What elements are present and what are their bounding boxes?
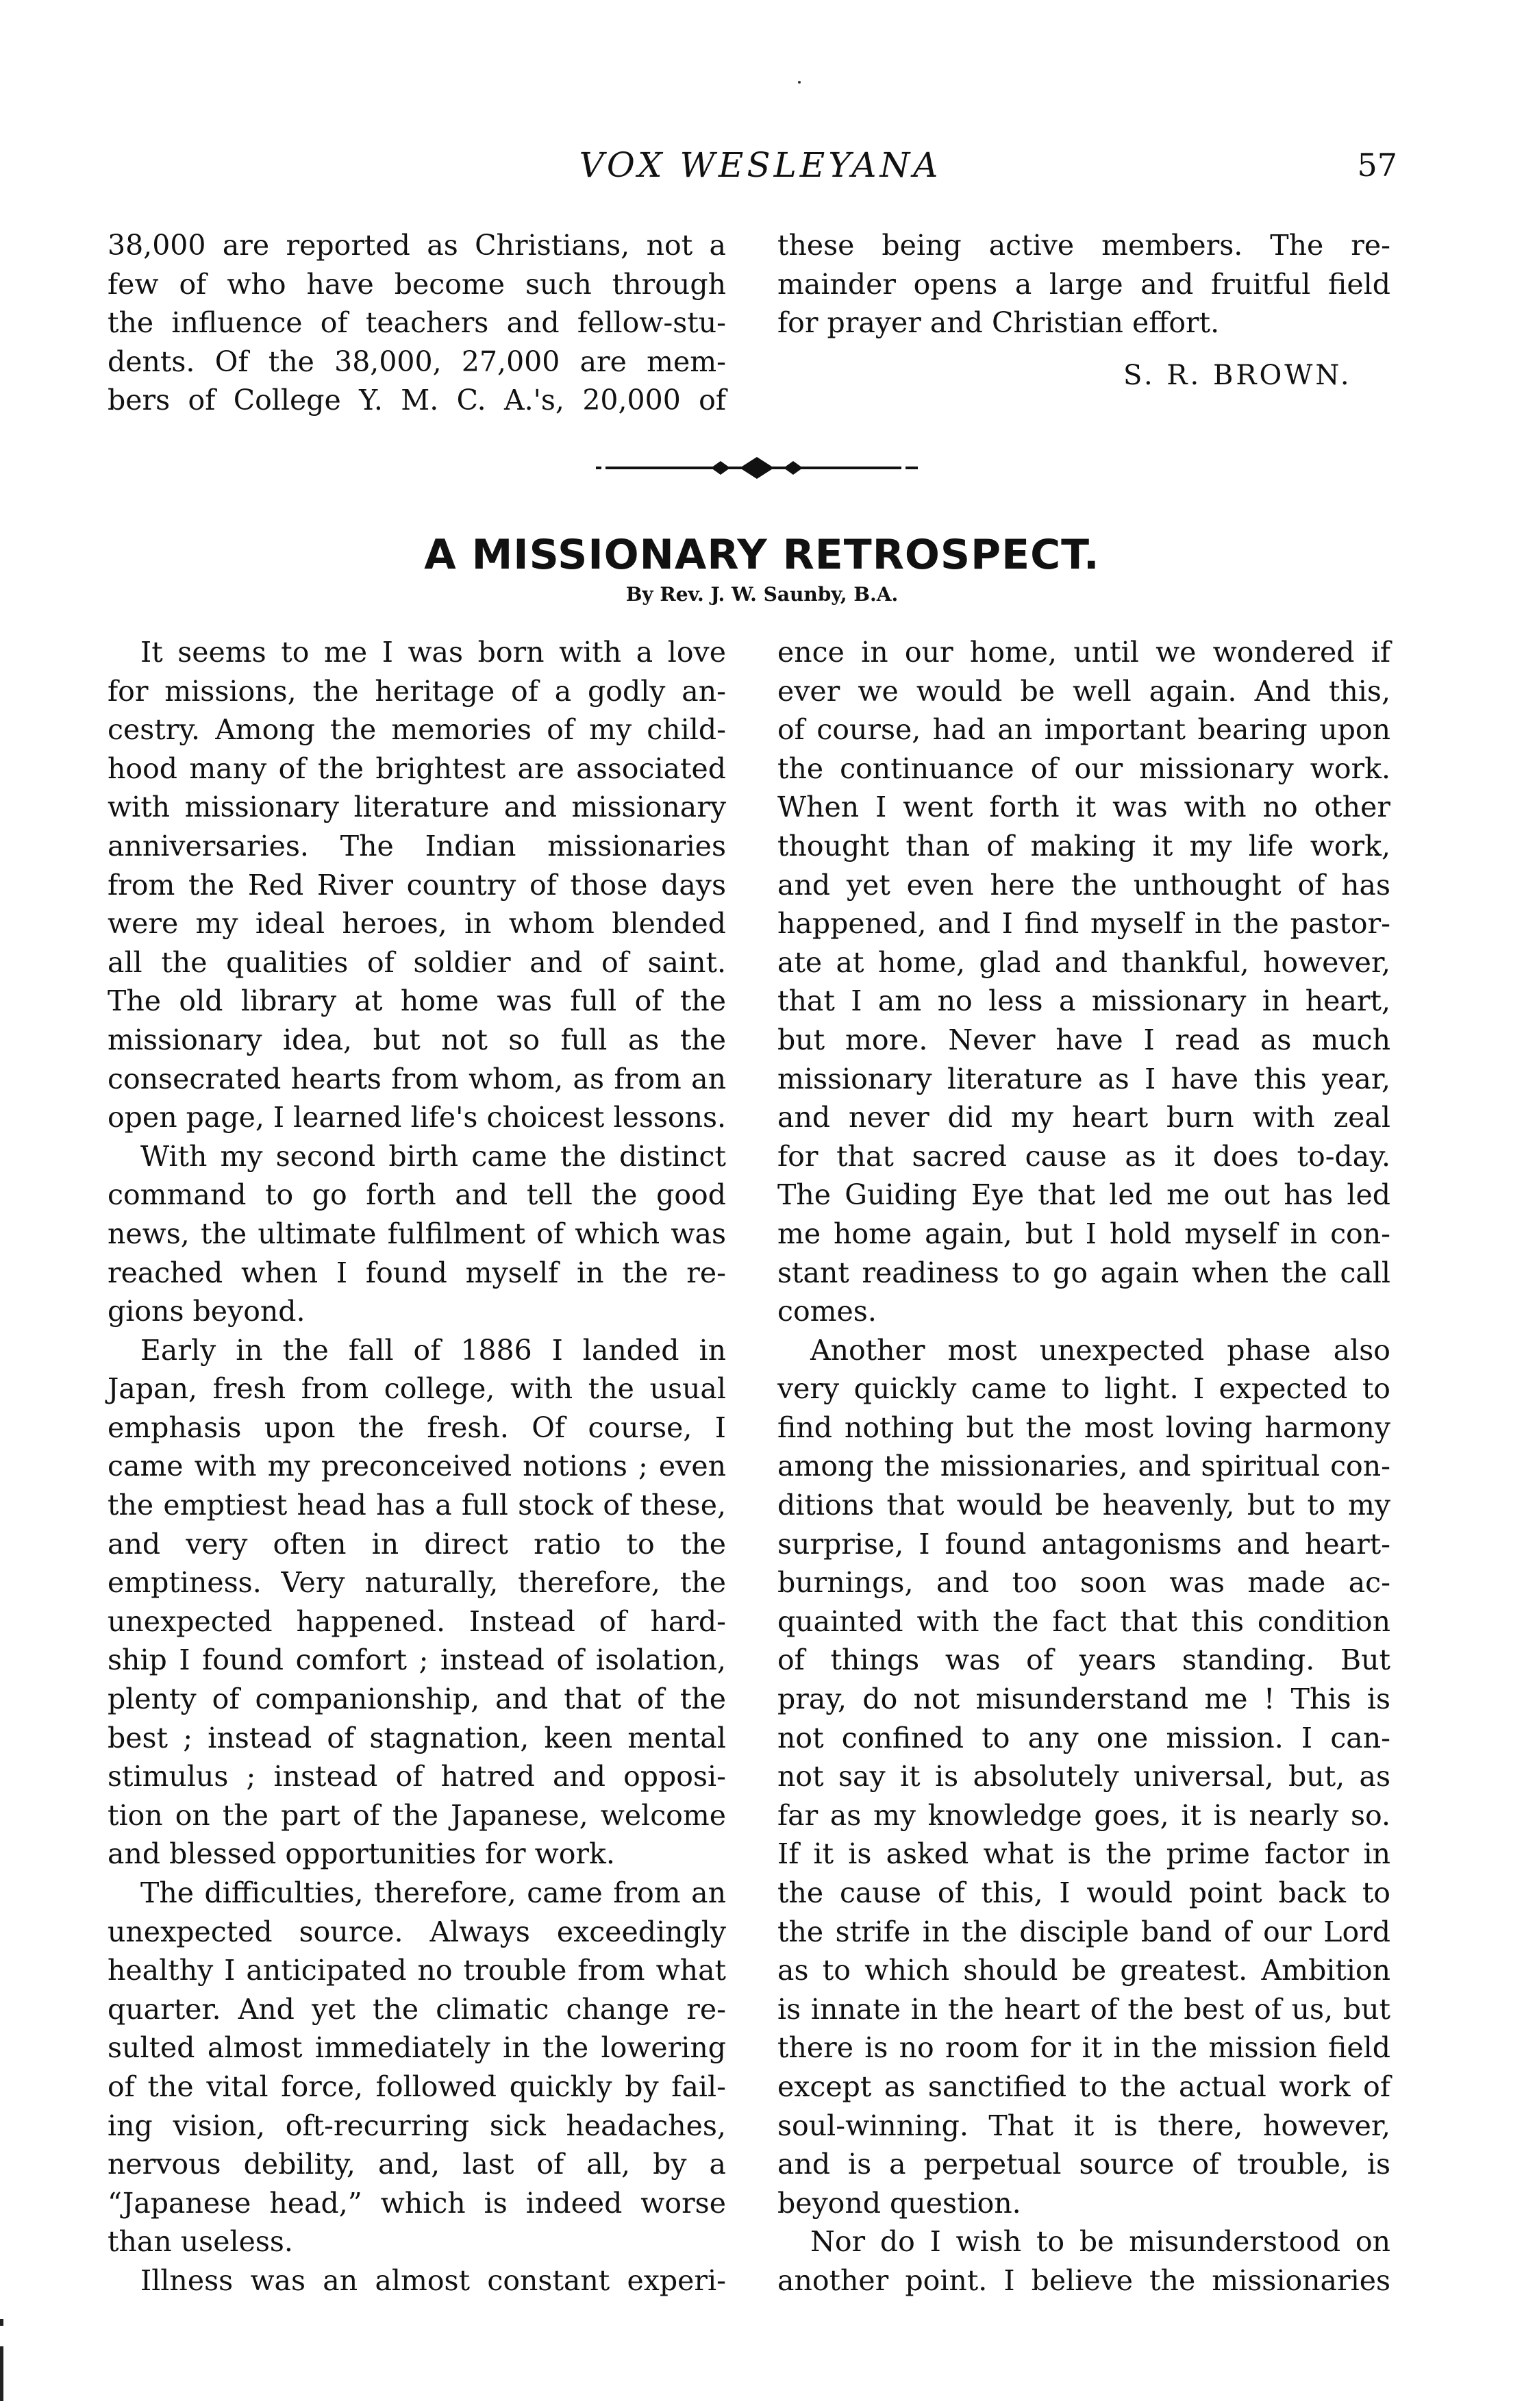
text-line: not say it is absolutely universal, but, as [777,1760,1390,1793]
text-line: Another most unexpected phase also [810,1333,1390,1367]
running-head [0,141,1524,189]
text-line: and blessed opportunities for work. [108,1837,615,1871]
text-line: It seems to me I was born with a love [140,636,726,669]
text-line: not confined to any one mission. I can- [777,1721,1390,1754]
text-line: except as sanctified to the actual work of [777,2070,1390,2103]
text-line: me home again, but I hold myself in con- [777,1217,1390,1250]
text-line: and is a perpetual source of trouble, is [777,2148,1390,2181]
text-line: plenty of companionship, and that of the [108,1683,726,1716]
text-line: among the missionaries, and spiritual con- [777,1450,1390,1483]
text-line: the influence of teachers and fellow-stu- [108,306,726,340]
text-line: nervous debility, and, last of all, by a [108,2148,726,2181]
scan-edge-mark [0,2346,3,2401]
text-line: stant readiness to go again when the call [777,1256,1390,1289]
text-line: news, the ultimate fulfilment of which was [108,1217,726,1250]
text-line: find nothing but the most loving harmony [777,1411,1390,1444]
text-line: If it is asked what is the prime factor in [777,1837,1390,1871]
text-line: “Japanese head,” which is indeed worse [108,2186,726,2220]
text-line: open page, I learned life's choicest lessons. [108,1101,727,1134]
text-line: cestry. Among the memories of my child- [108,713,726,747]
text-line: all the qualities of soldier and of saint. [108,945,726,979]
text-line: ever we would be well again. And this, [777,674,1390,708]
text-line: and very often in direct ratio to the [108,1527,726,1561]
text-line: The Guiding Eye that led me out has led [777,1178,1390,1212]
text-line: happened, and I find myself in the pastor- [777,907,1390,941]
top-right-column [777,226,1390,343]
text-line: of things was of years standing. But [777,1643,1390,1677]
print-speck [798,81,801,84]
text-line: With my second birth came the distinct [140,1139,726,1173]
article-left-column [108,633,726,2300]
article-right-column [777,633,1390,2300]
text-line: When I went forth it was with no other [777,791,1390,824]
text-line: thought than of making it my life work, [777,829,1390,862]
text-line: emphasis upon the fresh. Of course, I [108,1411,726,1444]
text-line: command to go forth and tell the good [108,1178,726,1212]
text-line: the strife in the disciple band of our Lord [777,1915,1390,1948]
text-line: The difficulties, therefore, came from an [140,1876,726,1909]
text-line: there is no room for it in the mission field [777,2031,1390,2065]
text-line: unexpected happened. Instead of hard- [108,1604,726,1638]
text-line: and yet even here the unthought of has [777,868,1390,902]
text-line: ence in our home, until we wondered if [777,636,1390,669]
text-line: healthy I anticipated no trouble from what [108,1954,726,1987]
text-line: than useless. [108,2225,293,2259]
text-line: comes. [777,1295,877,1328]
text-line: for missions, the heritage of a godly an- [108,674,726,708]
text-line: surprise, I found antagonisms and heart- [777,1527,1390,1561]
text-line: Early in the fall of 1886 I landed in [140,1333,726,1367]
text-line: consecrated hearts from whom, as from an [108,1062,726,1095]
text-line: burnings, and too soon was made ac- [777,1566,1390,1600]
text-line: came with my preconceived notions ; even [108,1450,726,1483]
text-line: from the Red River country of those days [108,868,726,902]
text-line: Nor do I wish to be misunderstood on [810,2225,1390,2259]
text-line: gions beyond. [108,1295,305,1328]
text-line: quainted with the fact that this condition [777,1604,1390,1638]
text-line: Japan, fresh from college, with the usual [108,1372,726,1406]
text-line: mainder opens a large and fruitful field [777,267,1390,301]
text-line: far as my knowledge goes, it is nearly so. [777,1798,1390,1832]
text-line: 38,000 are reported as Christians, not a [108,229,726,262]
text-line: with missionary literature and missionary [108,791,726,824]
text-line: anniversaries. The Indian missionaries [108,829,726,862]
text-line: bers of College Y. M. C. A.'s, 20,000 of [108,384,726,417]
text-line: pray, do not misunderstand me ! This is [777,1683,1390,1716]
text-line: ing vision, oft-recurring sick headaches, [108,2109,726,2142]
article-byline: By Rev. J. W. Saunby, B.A. [625,583,899,606]
text-line: as to which should be greatest. Ambition [777,1954,1390,1987]
text-line: the continuance of our missionary work. [777,752,1390,785]
text-line: of the vital force, followed quickly by fail- [108,2070,726,2103]
text-line: is innate in the heart of the best of us, but [777,1992,1390,2026]
text-line: stimulus ; instead of hatred and opposi- [108,1760,726,1793]
text-line: ditions that would be heavenly, but to my [777,1489,1390,1522]
text-line: were my ideal heroes, in whom blended [108,907,726,941]
text-line: unexpected source. Always exceedingly [108,1915,726,1948]
text-line: emptiness. Very naturally, therefore, the [108,1566,726,1600]
text-line: the cause of this, I would point back to [777,1876,1390,1909]
text-line: beyond question. [777,2186,1021,2220]
text-line: missionary idea, but not so full as the [108,1023,726,1056]
text-line: and never did my heart burn with zeal [777,1101,1390,1134]
scan-edge-mark [0,2319,3,2326]
journal-title: VOX WESLEYANA [579,145,942,185]
text-line: best ; instead of stagnation, keen mental [108,1721,726,1754]
text-line: the emptiest head has a full stock of these, [108,1489,726,1522]
author-signature: S. R. BROWN. [1123,360,1352,391]
text-line: for prayer and Christian effort. [777,306,1220,340]
text-line: few of who have become such through [108,267,726,301]
section-divider-ornament-icon [596,456,918,480]
text-line: reached when I found myself in the re- [108,1256,726,1289]
text-line: another point. I believe the missionaries [777,2263,1390,2297]
top-left-column [108,226,726,420]
page-number: 57 [1357,147,1397,184]
text-line: quarter. And yet the climatic change re- [108,1992,726,2026]
text-line: of course, had an important bearing upon [777,713,1390,747]
text-line: that I am no less a missionary in heart, [777,984,1390,1018]
text-line: but more. Never have I read as much [777,1023,1390,1056]
text-line: The old library at home was full of the [108,984,726,1018]
text-line: sulted almost immediately in the lowering [108,2031,726,2065]
text-line: hood many of the brightest are associated [108,752,726,785]
text-line: ship I found comfort ; instead of isolation, [108,1643,726,1677]
text-line: missionary literature as I have this year, [777,1062,1390,1095]
text-line: ate at home, glad and thankful, however, [777,945,1390,979]
text-line: tion on the part of the Japanese, welcome [108,1798,726,1832]
article-title: A MISSIONARY RETROSPECT. [424,531,1100,579]
text-line: soul-winning. That it is there, however, [777,2109,1390,2142]
text-line: these being active members. The re- [777,229,1390,262]
text-line: for that sacred cause as it does to-day. [777,1139,1390,1173]
text-line: Illness was an almost constant experi- [140,2263,726,2297]
text-line: dents. Of the 38,000, 27,000 are mem- [108,345,726,378]
text-line: very quickly came to light. I expected to [777,1372,1390,1406]
